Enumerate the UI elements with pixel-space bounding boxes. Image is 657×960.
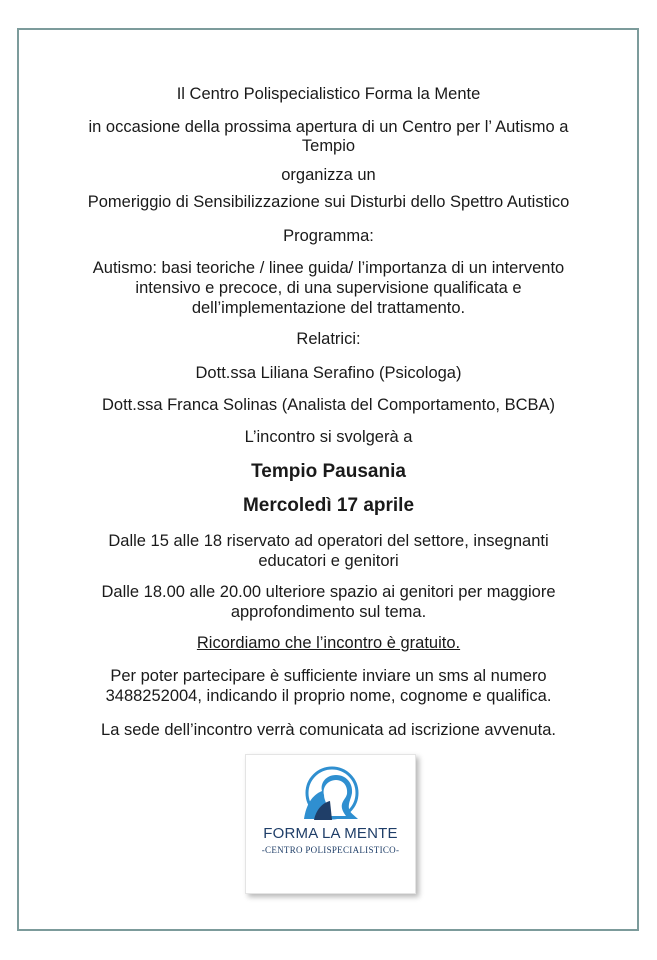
location-intro: L’incontro si svolgerà a [244, 428, 413, 446]
speaker-serafino: Dott.ssa Liliana Serafino (Psicologa) [195, 364, 462, 382]
program-heading: Programma: [283, 227, 374, 245]
registration-line-2: 3488252004, indicando il proprio nome, cognome e qualifica. [105, 687, 552, 705]
speaker-solinas: Dott.ssa Franca Solinas (Analista del Comportamento, BCBA) [101, 396, 556, 414]
program-line-3: dell’implementazione del trattamento. [191, 299, 466, 317]
schedule-1-line-1: Dalle 15 alle 18 riservato ad operatori del settore, insegnanti [108, 532, 549, 550]
venue-note: La sede dell’incontro verrà comunicata ad iscrizione avvenuta. [101, 721, 556, 739]
logo [245, 754, 416, 894]
program-line-1: Autismo: basi teoriche / linee guida/ l’importanza di un intervento [92, 259, 565, 277]
occasion-line-2: Tempio [301, 137, 356, 155]
event-date: Mercoledì 17 aprile [242, 495, 415, 516]
event-title: Pomeriggio di Sensibilizzazione sui Disturbi dello Spettro Autistico [87, 193, 570, 211]
intro-line: Il Centro Polispecialistico Forma la Mente [176, 85, 481, 103]
head-profile-icon [296, 765, 366, 827]
registration-line-1: Per poter partecipare è sufficiente inviare un sms al numero [110, 667, 547, 685]
speakers-heading: Relatrici: [296, 330, 361, 348]
schedule-2-line-2: approfondimento sul tema. [230, 603, 427, 621]
logo-name: FORMA LA MENTE [263, 825, 398, 842]
logo-subtitle: -CENTRO POLISPECIALISTICO- [261, 845, 400, 855]
schedule-2-line-1: Dalle 18.00 alle 20.00 ulteriore spazio ai genitori per maggiore [101, 583, 556, 601]
schedule-1-line-2: educatori e genitori [258, 552, 399, 570]
location-name: Tempio Pausania [251, 461, 406, 482]
program-line-2: intensivo e precoce, di una supervisione qualificata e [135, 279, 522, 297]
occasion-line-1: in occasione della prossima apertura di un Centro per l’ Autismo a [88, 118, 569, 136]
free-entry-note: Ricordiamo che l’incontro è gratuito. [196, 634, 461, 652]
organizes-line: organizza un [281, 166, 376, 184]
